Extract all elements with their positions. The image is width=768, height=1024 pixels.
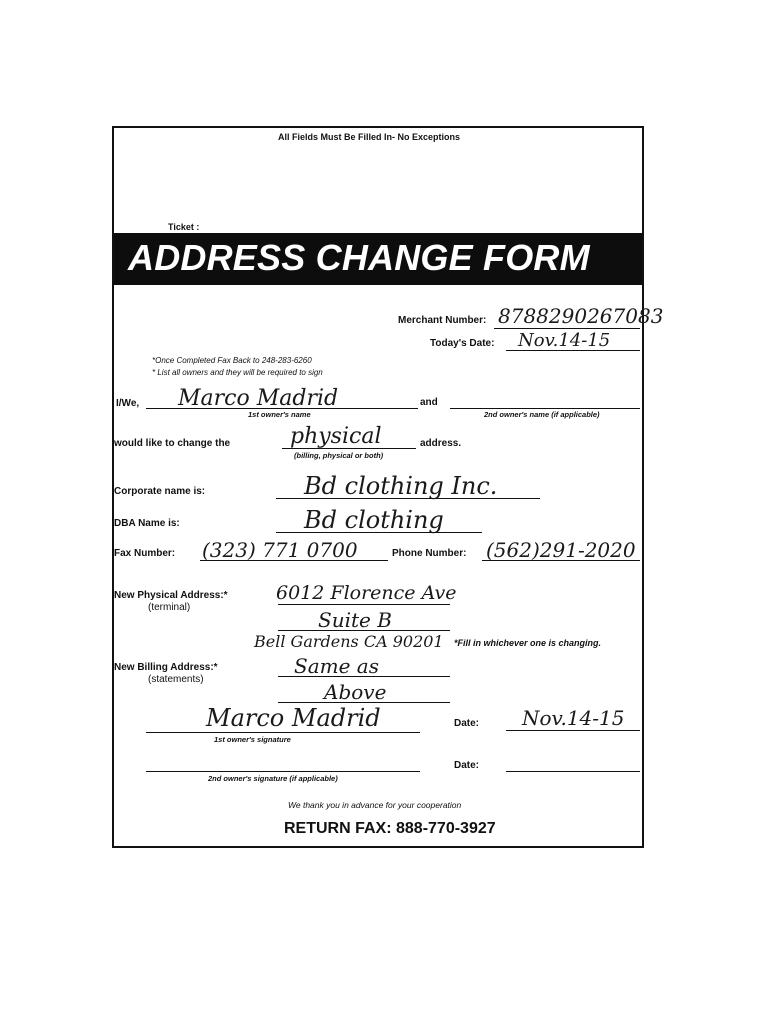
owner2-name-line [450,408,640,409]
owner1-signature-caption: 1st owner's signature [214,735,291,744]
fax-number-label: Fax Number: [114,548,176,559]
physical-address-line1-rule [278,604,450,605]
address-change-form [112,126,664,848]
change-label: would like to change the [114,438,231,449]
dba-name-value[interactable]: Bd clothing [304,506,444,534]
merchant-number-value[interactable]: 8788290267083 [498,304,664,328]
ticket-label: Ticket : [168,222,200,232]
date1-value[interactable]: Nov.14-15 [522,706,625,730]
return-fax: RETURN FAX: 888-770-3927 [284,820,496,837]
phone-number-value[interactable]: (562)291-2020 [486,538,636,562]
list-owners-instruction: * List all owners and they will be required to sign [152,368,323,377]
and-label: and [420,397,438,408]
billing-address-line1-rule [278,676,450,677]
fax-back-instruction: *Once Completed Fax Back to 248-283-6260 [152,356,312,365]
date2-line [506,771,640,772]
date1-line [506,730,640,731]
billing-address-label: New Billing Address:* [114,662,218,673]
form-title: ADDRESS CHANGE FORM [128,237,590,278]
billing-address-line2[interactable]: Above [324,680,387,704]
physical-address-label: New Physical Address:* [114,590,228,601]
date1-label: Date: [454,718,480,729]
todays-date-label: Today's Date: [430,338,495,349]
owner1-signature-line [146,732,420,733]
billing-address-sub: (statements) [148,674,204,685]
billing-address-line1[interactable]: Same as [294,654,379,678]
merchant-number-line [494,328,640,329]
physical-address-line1[interactable]: 6012 Florence Ave [276,582,457,604]
merchant-number-label: Merchant Number: [398,315,487,326]
billing-address-line2-rule [278,702,450,703]
change-type-value[interactable]: physical [290,424,382,449]
fill-in-note: *Fill in whichever one is changing. [454,638,602,648]
thanks-text: We thank you in advance for your cooperation [288,800,462,810]
physical-address-line2-rule [278,630,450,631]
owner1-signature-value[interactable]: Marco Madrid [206,704,381,732]
owner2-signature-caption: 2nd owner's signature (if applicable) [208,774,338,783]
corporate-name-value[interactable]: Bd clothing Inc. [304,472,498,500]
owner2-signature-line [146,771,420,772]
physical-address-sub: (terminal) [148,602,191,613]
fax-number-line [200,560,388,561]
dba-name-label: DBA Name is: [114,518,180,529]
phone-number-line [482,560,640,561]
change-suffix: address. [420,438,462,449]
owner1-caption: 1st owner's name [248,410,311,419]
notice-text: All Fields Must Be Filled In- No Exceptions [278,132,461,142]
owner2-caption: 2nd owner's name (if applicable) [484,410,600,419]
corporate-name-line [276,498,540,499]
change-type-line [282,448,416,449]
todays-date-value[interactable]: Nov.14-15 [518,330,611,351]
fax-number-value[interactable]: (323) 771 0700 [202,538,358,562]
owner1-name-value[interactable]: Marco Madrid [178,386,339,411]
dba-name-line [276,532,482,533]
todays-date-line [506,350,640,351]
iwe-label: I/We, [116,398,140,409]
phone-number-label: Phone Number: [392,548,467,559]
date2-label: Date: [454,760,480,771]
corporate-name-label: Corporate name is: [114,486,206,497]
change-type-caption: (billing, physical or both) [294,451,384,460]
title-banner [114,233,642,285]
physical-address-line3[interactable]: Bell Gardens CA 90201 [254,632,444,651]
owner1-name-line [146,408,418,409]
physical-address-line2[interactable]: Suite B [318,608,392,632]
